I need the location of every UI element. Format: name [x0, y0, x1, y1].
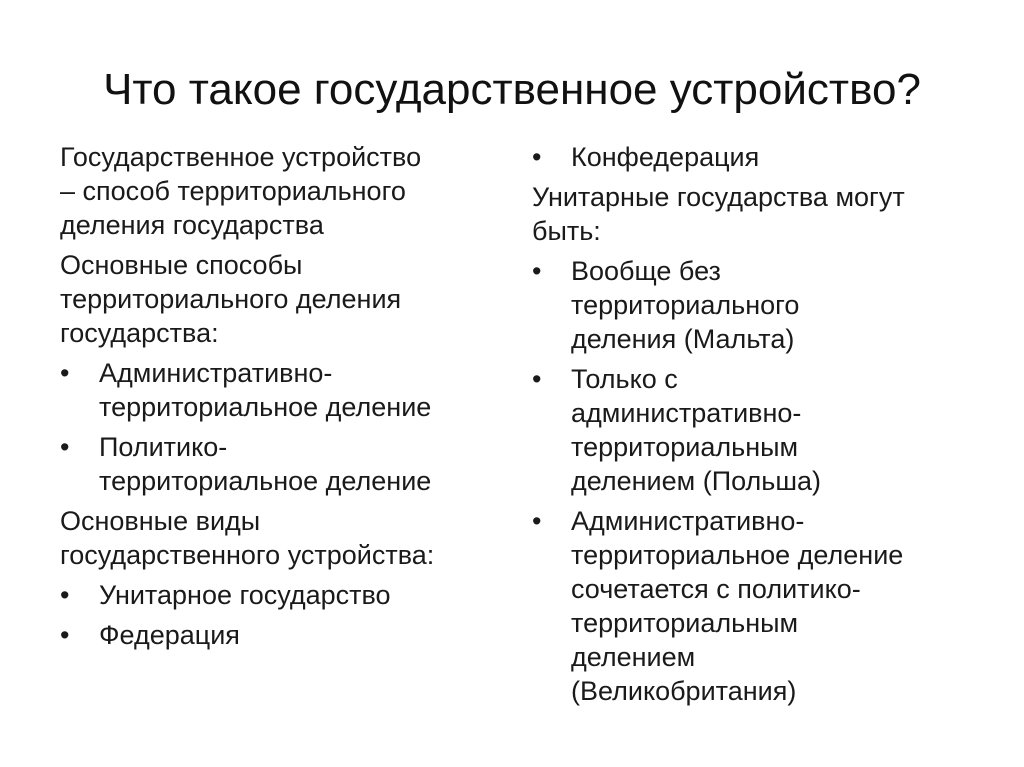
bullet-icon: •: [532, 506, 542, 536]
list-item-line: территориального: [571, 290, 800, 320]
definition-paragraph: [60, 140, 500, 242]
list-item: [532, 362, 982, 498]
list-item-line: территориальное деление: [571, 540, 904, 570]
list-item-line: территориальным: [571, 432, 799, 462]
bullet-icon: •: [60, 620, 70, 650]
unitary-heading-line: Унитарные государства могут: [532, 182, 905, 212]
slide-title: Что такое государственное устройство?: [103, 65, 921, 114]
list-item: [532, 504, 982, 708]
types-heading-line: Основные виды: [60, 506, 261, 536]
list-item: [532, 140, 982, 174]
list-item: [532, 254, 982, 356]
list-item-line: Федерация: [99, 620, 240, 650]
bullet-icon: •: [60, 358, 70, 388]
list-item: [60, 430, 500, 498]
list-item-line: Административно-: [571, 506, 805, 536]
methods-heading-line: государства:: [60, 318, 219, 348]
bullet-icon: •: [532, 364, 542, 394]
list-item-line: Конфедерация: [571, 142, 760, 172]
list-item-line: территориальным: [571, 608, 799, 638]
list-item-line: Административно-: [99, 358, 333, 388]
bullet-icon: •: [532, 142, 542, 172]
list-item-line: территориальное деление: [99, 466, 432, 496]
definition-line: деления государства: [60, 210, 324, 240]
list-item: [60, 578, 500, 612]
methods-heading-line: территориального деления: [60, 284, 402, 314]
list-item-line: административно-: [571, 398, 802, 428]
list-item: [60, 618, 500, 652]
list-item-line: деления (Мальта): [571, 324, 795, 354]
types-list: [60, 578, 500, 652]
confederation-list: [532, 140, 982, 174]
list-item-line: делением (Польша): [571, 466, 822, 496]
list-item-line: Политико-: [99, 432, 228, 462]
left-column: [60, 140, 500, 658]
bullet-icon: •: [60, 432, 70, 462]
bullet-icon: •: [532, 256, 542, 286]
list-item-line: Унитарное государство: [99, 580, 391, 610]
list-item-line: (Великобритания): [571, 676, 797, 706]
methods-heading: [60, 248, 500, 350]
bullet-icon: •: [60, 580, 70, 610]
methods-heading-line: Основные способы: [60, 250, 303, 280]
list-item-line: территориальное деление: [99, 392, 432, 422]
definition-line: Государственное устройство: [60, 142, 422, 172]
right-column: [532, 140, 982, 714]
types-heading: [60, 504, 500, 572]
list-item-line: делением: [571, 642, 696, 672]
list-item-line: Вообще без: [571, 256, 721, 286]
definition-line: – способ территориального: [60, 176, 406, 206]
methods-list: [60, 356, 500, 498]
unitary-heading: [532, 180, 982, 248]
list-item-line: сочетается с политико-: [571, 574, 861, 604]
list-item-line: Только с: [571, 364, 678, 394]
types-heading-line: государственного устройства:: [60, 540, 435, 570]
unitary-kinds-list: [532, 254, 982, 708]
unitary-heading-line: быть:: [532, 216, 601, 246]
list-item: [60, 356, 500, 424]
